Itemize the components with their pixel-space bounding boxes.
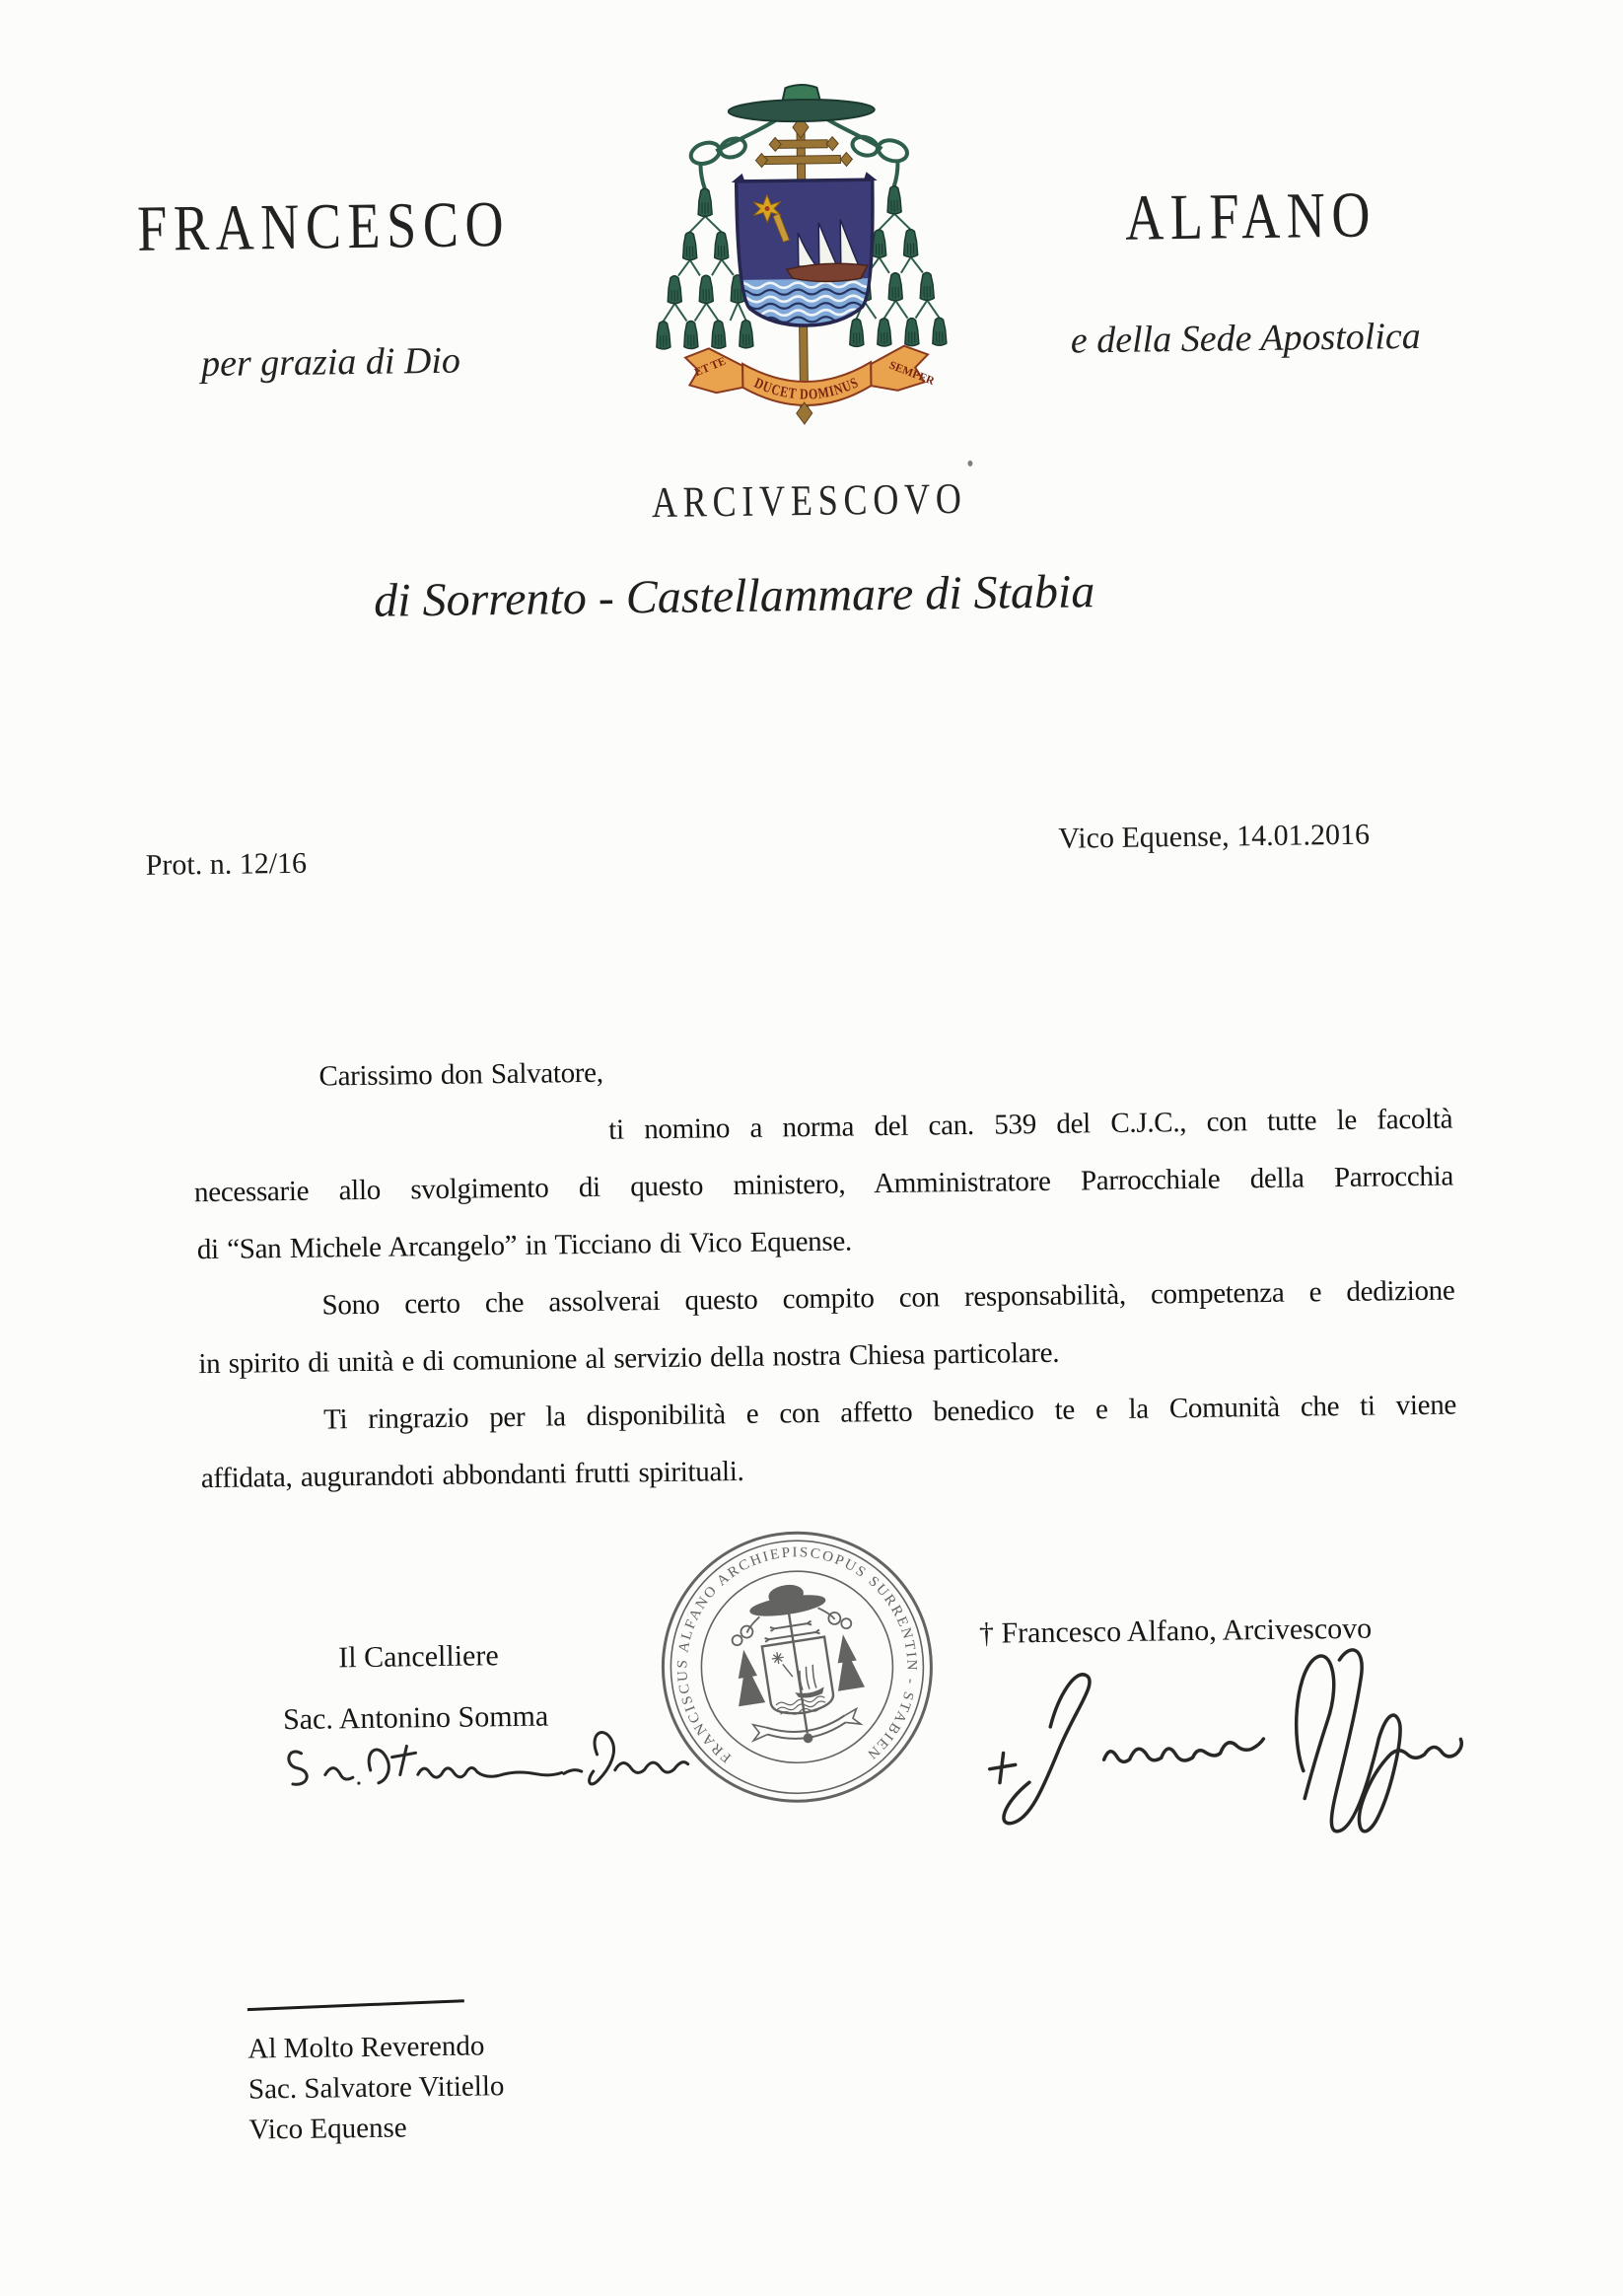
- chancellor-title: Il Cancelliere: [338, 1639, 499, 1675]
- recipient-line: Sac. Salvatore Vitiello: [247, 2070, 505, 2106]
- place-date: Vico Equense, 14.01.2016: [1058, 818, 1371, 855]
- galero-hat-icon: [728, 84, 874, 122]
- shield: [732, 172, 880, 326]
- motto-center: DUCET DOMINUS: [751, 374, 864, 403]
- letterhead-name-left: FRANCESCO: [136, 187, 511, 265]
- letterhead-subtitle-right: e della Sede Apostolica: [1070, 315, 1422, 362]
- letterhead-title: ARCIVESCOVO: [651, 473, 967, 528]
- body-line: in spirito di unità e di comunione al servizio della nostra Chiesa particolare.: [198, 1336, 1060, 1381]
- salutation: Carissimo don Salvatore,: [318, 1056, 603, 1093]
- body-line: Ti ringrazio per la disponibilità e con affetto benedico te e la Comunità che ti viene: [322, 1389, 1457, 1436]
- body-line: Sono certo che assolverai questo compito con responsabilità, competenza e dedizione: [321, 1274, 1455, 1322]
- motto-left: ET TE: [692, 355, 729, 380]
- episcopal-seal: [631, 1500, 964, 1833]
- recipient-block: [247, 2026, 505, 2150]
- letterhead-subtitle-left: per grazia di Dio: [200, 339, 461, 386]
- recipient-line: Vico Equense: [248, 2112, 407, 2146]
- body-line: ti nomino a norma del can. 539 del C.J.C., con tutte le facoltà: [608, 1103, 1453, 1146]
- archbishop-typed-line: † Francesco Alfano, Arcivescovo: [978, 1612, 1373, 1650]
- body-line: di “San Michele Arcangelo” in Ticciano di Vico Equense.: [196, 1225, 853, 1266]
- letterhead-name-right: ALFANO: [1124, 179, 1377, 254]
- chancellor-name: Sac. Antonino Somma: [282, 1699, 549, 1737]
- body-line: necessarie allo svolgimento di questo ministero, Amministratore Parrocchiale della Parrocchia: [193, 1160, 1454, 1209]
- coat-of-arms: [600, 54, 1000, 444]
- body-line: affidata, augurandoti abbondanti frutti spirituali.: [200, 1455, 744, 1495]
- protocol-number: Prot. n. 12/16: [145, 846, 308, 882]
- scan-speck: [967, 461, 972, 466]
- seal-text: FRANCISCUS ALFANO ARCHIEPISCOPUS SURRENTIN - STABIEN: [674, 1544, 920, 1766]
- letterhead-diocese: di Sorrento - Castellammare di Stabia: [373, 565, 1095, 627]
- motto-banner: [685, 345, 937, 425]
- motto-right: SEMPER: [887, 359, 937, 389]
- recipient-divider: [246, 1999, 466, 2012]
- seal-arms: [723, 1576, 872, 1752]
- recipient-line: Al Molto Reverendo: [247, 2030, 485, 2065]
- archbishop-signature: [954, 1618, 1470, 1852]
- chancellor-signature: [267, 1723, 692, 1828]
